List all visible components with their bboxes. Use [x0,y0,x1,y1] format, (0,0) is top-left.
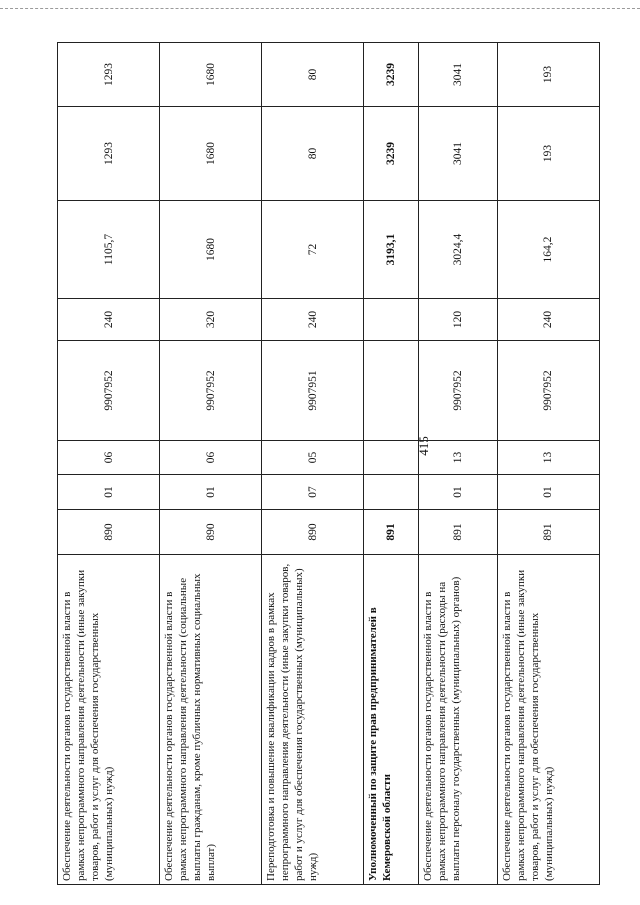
cell-glava: 890 [262,510,364,555]
cell-utv: 80 [262,43,364,107]
cell-pr: 13 [419,441,498,475]
cell-csr: 9907952 [419,341,498,441]
rotated-table-container [57,43,600,885]
cell-utv: 3239 [364,43,419,107]
cell-glava: 891 [497,510,599,555]
cell-utv: 1680 [160,43,262,107]
cell-plan: 193 [497,107,599,201]
table-row [262,43,364,885]
cell-ispolneno: 3024,4 [419,201,498,299]
table-row [364,43,419,885]
cell-name: Обеспечение деятельности органов государственной власти в рамках непрограммного направления деятельности (расходы на выплаты персоналу государственных (муниципальных) органов) [419,555,498,885]
cell-utv: 1293 [58,43,160,107]
cell-pr: 06 [160,441,262,475]
cell-plan: 1680 [160,107,262,201]
cell-csr: 9907952 [58,341,160,441]
table-row [419,43,498,885]
cell-vr [364,299,419,341]
cell-pr [364,441,419,475]
cell-glava: 890 [58,510,160,555]
cell-name: Переподготовка и повышение квалификации кадров в рамках непрограммного направления деятельности (иные закупки товаров, работ и услуг для обеспечения государственных (муниципальных) нужд) [262,555,364,885]
cell-ispolneno: 72 [262,201,364,299]
cell-glava: 891 [419,510,498,555]
cell-ispolneno: 164,2 [497,201,599,299]
cell-csr: 9907952 [160,341,262,441]
page-number: 415 [416,436,431,456]
cell-rz [364,475,419,510]
cell-utv: 193 [497,43,599,107]
table-body [58,43,600,885]
table-row [58,43,160,885]
cell-vr: 240 [58,299,160,341]
cell-name: Обеспечение деятельности органов государственной власти в рамках непрограммного направления деятельности (иные закупки товаров, работ и услуг для обеспечения государственных (муниципальных) нужд) [497,555,599,885]
table-row [497,43,599,885]
cell-plan: 3041 [419,107,498,201]
cell-vr: 320 [160,299,262,341]
cell-csr: 9907952 [497,341,599,441]
cell-plan: 3239 [364,107,419,201]
cell-plan: 1293 [58,107,160,201]
cell-ispolneno: 3193,1 [364,201,419,299]
cell-rz: 01 [58,475,160,510]
cell-pr: 13 [497,441,599,475]
cell-plan: 80 [262,107,364,201]
cell-pr: 06 [58,441,160,475]
budget-table [57,42,600,885]
cell-name: Обеспечение деятельности органов государственной власти в рамках непрограммного направления деятельности (социальные выплаты гражданам, кроме публичных нормативных социальных выплат) [160,555,262,885]
top-divider [0,8,640,9]
cell-glava: 891 [364,510,419,555]
cell-vr: 240 [262,299,364,341]
cell-rz: 07 [262,475,364,510]
cell-ispolneno: 1680 [160,201,262,299]
table-row [160,43,262,885]
cell-rz: 01 [160,475,262,510]
cell-rz: 01 [497,475,599,510]
cell-name: Обеспечение деятельности органов государственной власти в рамках непрограммного направления деятельности (иные закупки товаров, работ и услуг для обеспечения государственных (муниципальных) нужд) [58,555,160,885]
cell-vr: 120 [419,299,498,341]
cell-pr: 05 [262,441,364,475]
cell-glava: 890 [160,510,262,555]
cell-ispolneno: 1105,7 [58,201,160,299]
cell-rz: 01 [419,475,498,510]
cell-vr: 240 [497,299,599,341]
cell-csr [364,341,419,441]
cell-csr: 9907951 [262,341,364,441]
cell-name: Уполномоченный по защите прав предпринимателей в Кемеровской области [364,555,419,885]
cell-utv: 3041 [419,43,498,107]
